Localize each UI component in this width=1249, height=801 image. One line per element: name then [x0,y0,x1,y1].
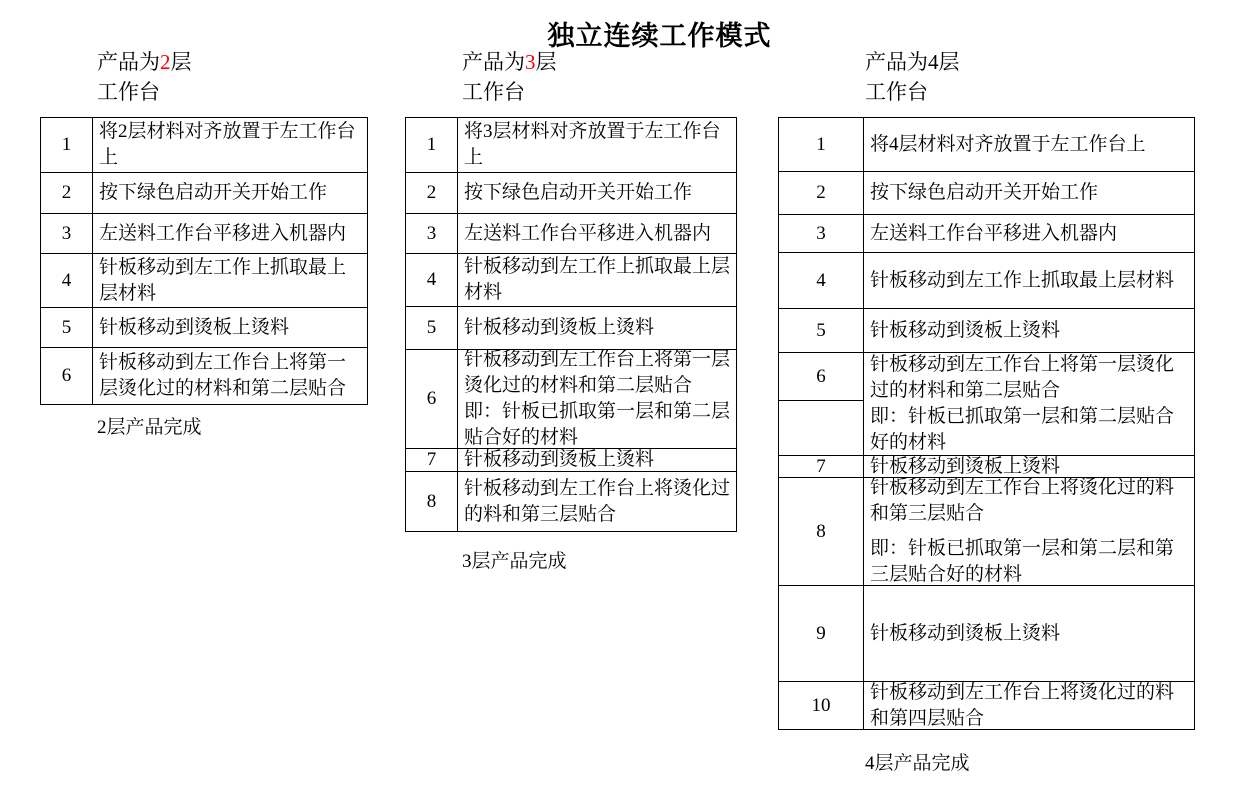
step-number-cell [779,353,864,455]
caption-3layer-done: 3层产品完成 [462,551,567,572]
step-text-cell [864,682,1194,729]
step-row [41,118,367,173]
step-number-cell: 7 [779,456,864,477]
step-text: 按下绿色启动开关开始工作 [99,182,328,203]
step-text: 针板移动到烫板上烫料 [99,316,290,338]
step-number-cell: 1 [406,118,458,172]
step-text-cell [864,253,1194,308]
step-text-cell [458,173,736,213]
step-row [406,472,736,531]
column-header-line1 [462,47,557,77]
step-row [779,682,1194,729]
step-row [406,214,736,254]
column-header-3layer [462,47,557,107]
step-row [779,353,1194,456]
step-text: 即：针板已抓取第一层和第二层贴合好的材料 [870,406,1175,453]
step-row [41,308,367,348]
step-row [779,478,1194,586]
step-row [779,456,1194,478]
step-number-cell: 5 [779,309,864,352]
header-layer-number: 4 [928,50,939,74]
column-header-line1 [97,47,192,77]
step-row [41,254,367,308]
column-header-4layer [865,47,960,107]
step-text-cell [458,472,736,531]
header-layer-number: 3 [525,50,536,74]
steps-table-2layer [40,117,368,405]
step-number-cell: 6 [41,348,93,404]
step-number-cell: 10 [779,682,864,729]
step-text-cell [864,309,1194,352]
header-layer-number: 2 [160,50,171,74]
header-suffix: 层 [938,50,960,74]
steps-table-4layer [778,117,1195,730]
column-header-2layer [97,47,192,107]
step-text: 针板移动到左工作台上将烫化过的料和第四层贴合 [870,682,1175,729]
steps-table-3layer [405,117,737,532]
step-row [41,173,367,214]
step-text: 针板移动到烫板上烫料 [464,449,655,470]
step-text-cell [864,353,1194,455]
step-row [406,254,736,307]
step-number-cell: 3 [779,215,864,252]
step-number-cell: 9 [779,586,864,681]
header-prefix: 产品为 [462,50,525,74]
step-text-cell [458,307,736,349]
step-text-cell [93,214,367,253]
step-row [779,172,1194,215]
step-row [779,118,1194,172]
header-suffix: 层 [535,50,557,74]
step-number-cell: 4 [406,254,458,306]
step-text-cell [458,350,736,448]
step-row [779,309,1194,353]
step-text: 针板移动到左工作台上将第一层烫化过的材料和第二层贴合 [464,350,731,396]
step-row [406,173,736,214]
step-text: 针板移动到左工作台上将第一层烫化过的材料和第二层贴合 [99,352,347,399]
step-text-cell [864,456,1194,477]
step-text: 即：针板已抓取第一层和第二层和第三层贴合好的材料 [870,538,1175,585]
step-number-cell: 7 [406,449,458,471]
step-text-cell [864,118,1194,171]
step-text: 针板移动到左工作台上将烫化过的料和第三层贴合 [870,478,1175,524]
column-header-line2: 工作台 [865,80,928,104]
step-text-cell [864,478,1194,585]
step-row [406,449,736,472]
step-row [779,586,1194,682]
step-number-subcell: 6 [779,353,863,401]
step-text-cell [458,254,736,306]
step-text-cell [458,214,736,253]
step-row [41,348,367,404]
step-text: 针板移动到左工作上抓取最上层材料 [870,269,1175,291]
step-number-cell: 3 [406,214,458,253]
step-text: 针板移动到左工作台上将第一层烫化过的材料和第二层贴合 [870,354,1175,401]
step-text: 将3层材料对齐放置于左工作台上 [464,121,721,168]
step-text: 将4层材料对齐放置于左工作台上 [870,133,1146,155]
step-number-cell: 2 [406,173,458,213]
step-row [406,118,736,173]
caption-2layer-done: 2层产品完成 [97,417,202,438]
step-text-cell [93,308,367,347]
header-prefix: 产品为 [865,50,928,74]
step-number-cell: 2 [779,172,864,214]
step-row [779,253,1194,309]
step-text-cell [458,449,736,471]
page-title: 独立连续工作模式 [547,21,772,51]
column-header-line2: 工作台 [97,80,160,104]
step-text: 针板移动到烫板上烫料 [870,456,1061,477]
step-number-cell: 4 [41,254,93,307]
step-number-cell: 3 [41,214,93,253]
column-header-line1 [865,47,960,77]
step-text: 针板移动到左工作台上将烫化过的料和第三层贴合 [464,477,731,525]
step-text: 针板移动到左工作上抓取最上层材料 [99,256,347,304]
step-number-cell: 2 [41,173,93,213]
step-text: 即：针板已抓取第一层和第二层贴合好的材料 [464,401,731,448]
step-text-cell [93,173,367,213]
step-number-cell: 4 [779,253,864,308]
step-text: 按下绿色启动开关开始工作 [464,182,693,203]
step-text-cell [458,118,736,172]
caption-4layer-done: 4层产品完成 [865,753,970,774]
step-text-cell [93,254,367,307]
empty-subcell [779,401,863,455]
step-text-cell [864,586,1194,681]
step-text: 针板移动到烫板上烫料 [870,319,1061,341]
step-text: 左送料工作台平移进入机器内 [99,222,347,244]
step-text: 针板移动到左工作上抓取最上层材料 [464,256,731,303]
header-prefix: 产品为 [97,50,160,74]
step-number-cell: 6 [406,350,458,448]
header-suffix: 层 [170,50,192,74]
step-text-cell [864,172,1194,214]
step-row [41,214,367,254]
step-row [779,215,1194,253]
step-text: 将2层材料对齐放置于左工作台上 [99,121,356,168]
step-number-cell: 8 [779,478,864,585]
step-row [406,350,736,449]
step-number-cell: 1 [41,118,93,172]
step-text: 按下绿色启动开关开始工作 [870,182,1099,203]
column-header-line2: 工作台 [462,80,525,104]
step-row [406,307,736,350]
step-number-cell: 5 [406,307,458,349]
step-text-cell [864,215,1194,252]
step-number-cell: 5 [41,308,93,347]
step-text: 左送料工作台平移进入机器内 [464,222,712,244]
step-text: 针板移动到烫板上烫料 [870,622,1061,644]
step-text-cell [93,118,367,172]
step-text-cell [93,348,367,404]
step-number-cell: 1 [779,118,864,171]
step-number-cell: 8 [406,472,458,531]
step-text: 左送料工作台平移进入机器内 [870,222,1118,244]
step-text: 针板移动到烫板上烫料 [464,317,655,338]
